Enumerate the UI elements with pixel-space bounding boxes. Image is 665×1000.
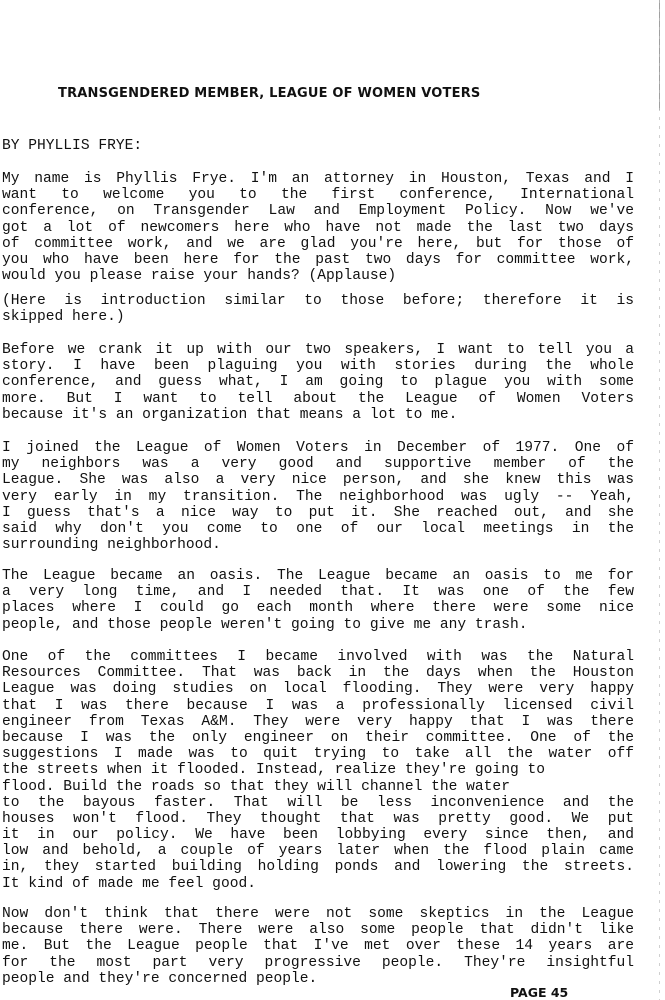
- text-line: the streets when it flooded. Instead, realize they're going to: [2, 762, 545, 779]
- text-line: The League became an oasis. The League became an oasis to me for: [2, 568, 634, 584]
- page-number: PAGE 45: [510, 985, 569, 1000]
- paragraph-joined-league: [2, 440, 634, 553]
- paragraph-story: [2, 342, 634, 423]
- text-line: League was doing studies on local flooding. They were very happy: [2, 681, 634, 698]
- text-line: houses won't flood. They thought that was pretty good. We put: [2, 810, 634, 827]
- text-line: because I was the only engineer on their committee. One of the: [2, 729, 634, 746]
- text-line: people and they're concerned people.: [2, 970, 318, 987]
- text-line: very early in my transition. The neighborhood was ugly -- Yeah,: [2, 488, 634, 505]
- text-line: a very long time, and I needed that. It was one of the few: [2, 584, 634, 601]
- text-line: because there were. There were also some people that didn't like: [2, 922, 634, 939]
- text-line: for the most part very progressive people. They're insightful: [2, 954, 634, 971]
- text-line: because it's an organization that means a lot to me.: [2, 406, 458, 423]
- text-line: (Here is introduction similar to those before; therefore it is: [2, 293, 634, 309]
- text-line: more. But I want to tell about the League of Women Voters: [2, 390, 634, 407]
- document-title: TRANSGENDERED MEMBER, LEAGUE OF WOMEN VOTERS: [58, 86, 481, 101]
- text-line: that I was there because I was a professionally licensed civil: [2, 697, 634, 714]
- paragraph-skeptics: [2, 906, 634, 987]
- text-line: conference, and guess what, I am going to plague you with some: [2, 374, 634, 391]
- text-line: said why don't you come to one of our local meetings in the: [2, 520, 634, 537]
- text-line: would you please raise your hands? (Applause): [2, 268, 397, 285]
- scan-edge-artifact: [659, 0, 660, 1000]
- text-line: people, and those people weren't going to give me any trash.: [2, 616, 528, 633]
- text-line: of committee work, and we are glad you're here, but for those of: [2, 235, 634, 252]
- text-line: One of the committees I became involved with was the Natural: [2, 649, 634, 665]
- text-line: My name is Phyllis Frye. I'm an attorney in Houston, Texas and I: [2, 171, 634, 187]
- text-line: it in our policy. We have been lobbying every since then, and: [2, 827, 634, 844]
- text-line: suggestions I made was to quit trying to take all the water off: [2, 746, 634, 763]
- paragraph-welcome: [2, 171, 634, 284]
- text-line: engineer from Texas A&M. They were very happy that I was there: [2, 713, 634, 730]
- text-line: you who have been here for the past two days for committee work,: [2, 251, 634, 268]
- text-line: my neighbors was a very good and supportive member of the: [2, 456, 634, 473]
- text-line: I joined the League of Women Voters in December of 1977. One of: [2, 440, 634, 456]
- text-line: low and behold, a couple of years later when the flood plain came: [2, 843, 634, 860]
- paragraph-committee: [2, 649, 634, 892]
- text-line: got a lot of newcomers here who have not made the last two days: [2, 219, 634, 236]
- paragraph-introduction-note: [2, 293, 634, 325]
- text-line: It kind of made me feel good.: [2, 875, 256, 892]
- text-line: I guess that's a nice way to put it. She reached out, and she: [2, 504, 634, 521]
- text-line: story. I have been plaguing you with stories during the whole: [2, 358, 634, 375]
- text-line: Resources Committee. That was back in the days when the Houston: [2, 665, 634, 682]
- text-line: to the bayous faster. That will be less inconvenience and the: [2, 794, 634, 811]
- text-line: Now don't think that there were not some skeptics in the League: [2, 906, 634, 922]
- paragraph-oasis: [2, 568, 634, 633]
- text-line: places where I could go each month where there were some nice: [2, 600, 634, 617]
- text-line: Before we crank it up with our two speakers, I want to tell you a: [2, 342, 634, 358]
- text-line: flood. Build the roads so that they will channel the water: [2, 778, 510, 795]
- text-line: me. But the League people that I've met over these 14 years are: [2, 938, 634, 955]
- text-line: skipped here.): [2, 309, 125, 326]
- text-line: surrounding neighborhood.: [2, 537, 221, 554]
- text-line: in, they started building holding ponds and lowering the streets.: [2, 859, 634, 876]
- text-line: League. She was also a very nice person, and she knew this was: [2, 472, 634, 489]
- text-line: want to welcome you to the first conference, International: [2, 187, 634, 204]
- byline: BY PHYLLIS FRYE:: [2, 138, 143, 154]
- text-line: conference, on Transgender Law and Employment Policy. Now we've: [2, 203, 634, 220]
